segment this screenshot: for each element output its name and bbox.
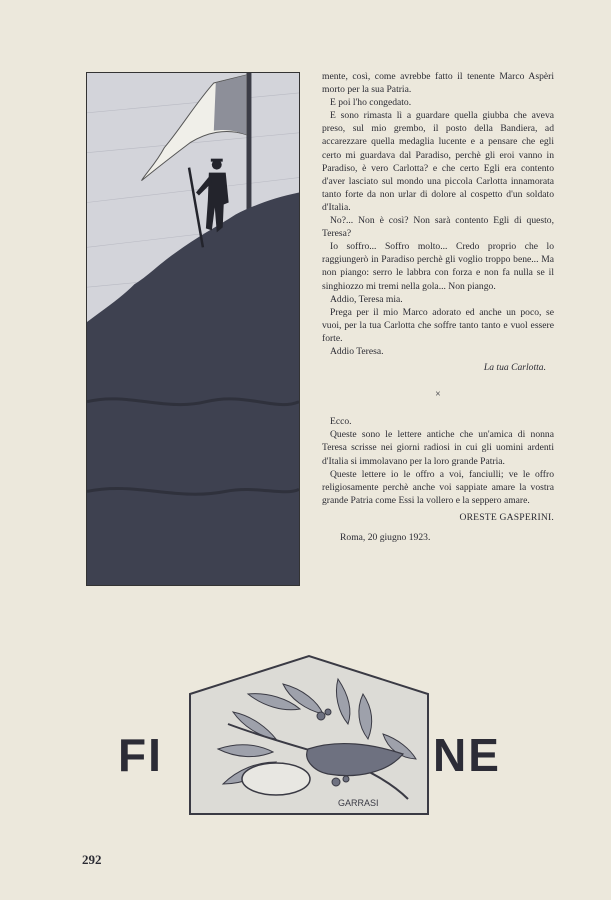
emblem-artist-signature: GARRASI <box>338 798 379 808</box>
page-number: 292 <box>82 852 102 867</box>
fine-title-left: FI <box>118 729 163 781</box>
letter-paragraph: E sono rimasta lì a guardare quella giubba che aveva preso, sul mio grembo, il posto della Bandiera, ad accarezzare quella medaglia lucente e a pensare che egli certo mi guardava dal Paradiso, perchè gli eroi vanno in Paradiso, è vero Carlotta? e che certo Egli era contento d'aver lasciato sul mondo una piccola Carlotta innamorata tanto forte da non urlar di dolore al cospetto d'un soldato d'Italia. <box>322 110 554 213</box>
soldier-flag-illustration <box>86 72 300 586</box>
section-separator: × <box>435 389 441 401</box>
soldier-with-flag-icon <box>87 73 299 585</box>
fine-title-right: NE <box>433 729 501 781</box>
afterword-paragraph: Ecco. <box>330 416 352 428</box>
letter-paragraph: E poi l'ho congedato. <box>330 97 412 109</box>
laurel-emblem <box>188 654 430 816</box>
letter-paragraph: Prega per il mio Marco adorato ed anche un poco, se vuoi, per la tua Carlotta che soffre tanto tanto e vuol essere forte. <box>322 306 554 344</box>
author-name: ORESTE GASPERINI. <box>459 511 554 523</box>
letter-paragraph: Addio, Teresa mia. <box>330 293 403 305</box>
afterword-paragraph: Queste lettere io le offro a voi, fanciulli; ve le offro religiosamente perchè anche voi sappiate amare la vostra grande Patria come Essi la vollero e la seppero amare. <box>322 468 554 506</box>
laurel-branch-icon <box>188 654 430 816</box>
afterword-paragraph: Queste sono le lettere antiche che un'amica di nonna Teresa scrisse nei giorni radiosi in cui gli uomini ardenti d'Italia si immolavano per la loro grande Patria. <box>322 429 554 467</box>
letter-paragraph: Io soffro... Soffro molto... Credo proprio che lo raggiungerò in Paradiso perchè gli voglio troppo bene... Ma non piango: serro le labbra con forza e non fa nulla se il singhiozzo mi tremi nella gola... Non piango. <box>322 241 554 292</box>
letter-signature: La tua Carlotta. <box>483 362 546 374</box>
letter-paragraph: mente, così, come avrebbe fatto il tenente Marco Aspèri morto per la sua Patria. <box>322 71 554 96</box>
letter-text-column <box>322 70 554 544</box>
date-line: Roma, 20 giugno 1923. <box>340 532 431 543</box>
letter-paragraph: No?... Non è così? Non sarà contento Egli di questo, Teresa? <box>322 215 554 240</box>
letter-paragraph: Addio Teresa. <box>330 345 384 357</box>
